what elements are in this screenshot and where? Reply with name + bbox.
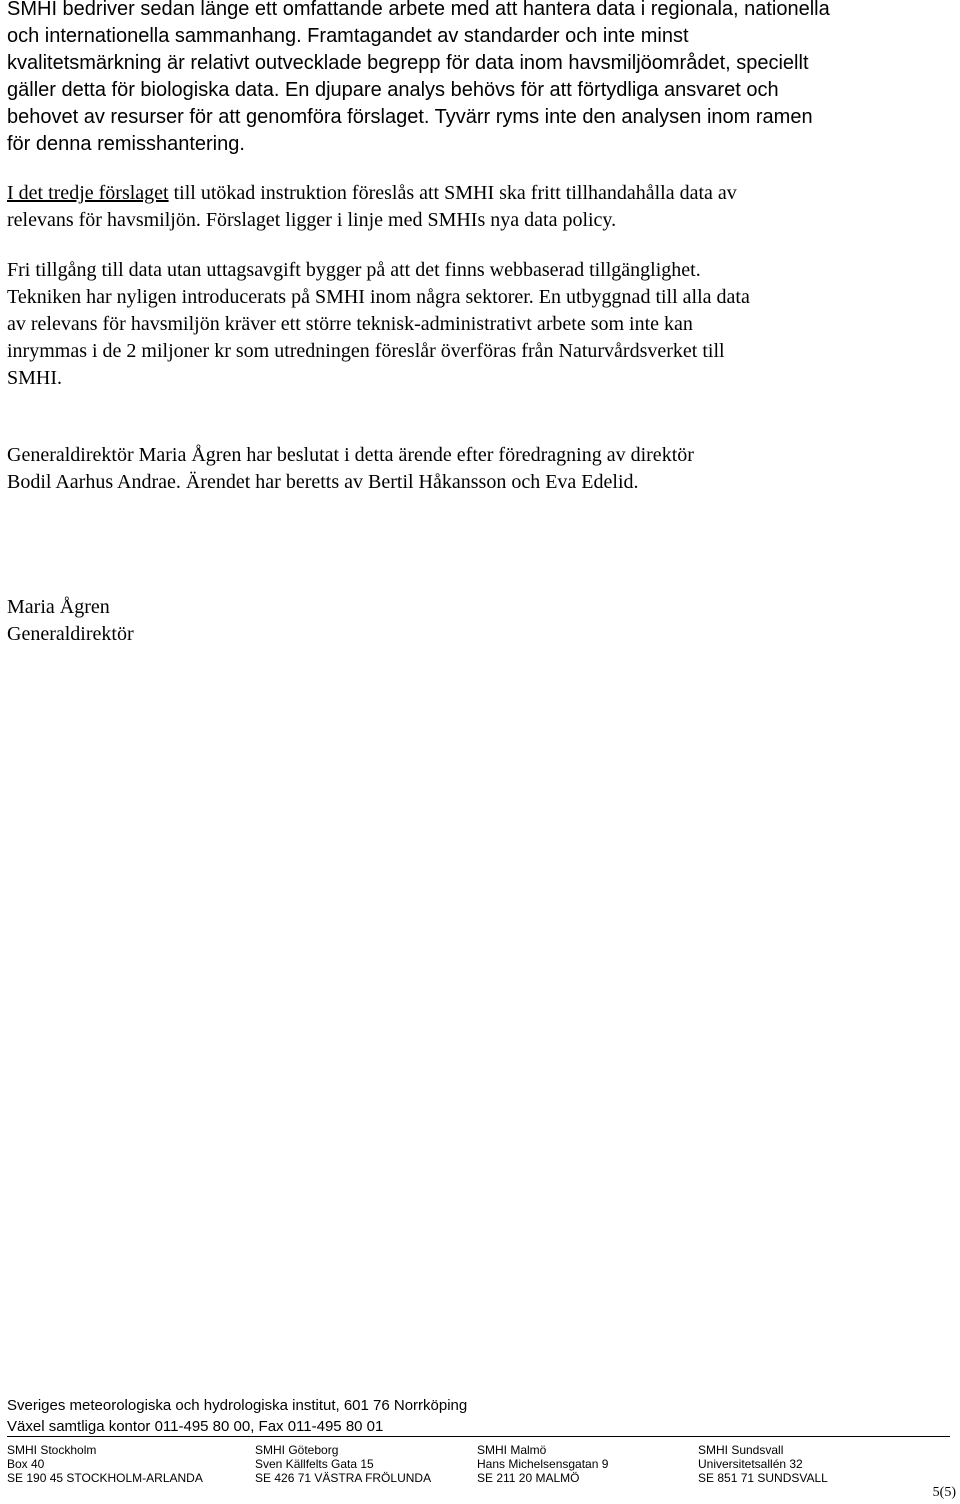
office-postal: SE 190 45 STOCKHOLM-ARLANDA (7, 1471, 203, 1485)
paragraph-line: av relevans för havsmiljön kräver ett större teknisk-administrativt arbete som inte kan (7, 313, 693, 335)
paragraph-line: Bodil Aarhus Andrae. Ärendet har beretts av Bertil Håkansson och Eva Edelid. (7, 471, 639, 493)
footer-switchboard: Växel samtliga kontor 011-495 80 00, Fax 011-495 80 01 (7, 1418, 384, 1435)
paragraph-line: inrymmas i de 2 miljoner kr som utredningen föreslår överföras från Naturvårdsverket till (7, 340, 725, 362)
paragraph-text: till utökad instruktion föreslås att SMHI ska fritt tillhandahålla data av (168, 182, 737, 204)
office-postal: SE 426 71 VÄSTRA FRÖLUNDA (255, 1471, 432, 1485)
paragraph-line: kvalitetsmärkning är relativt outvecklade begrepp för data inom havsmiljöområdet, speciellt (7, 52, 809, 74)
paragraph-third-proposal (7, 180, 937, 234)
office-malmo (477, 1443, 608, 1485)
office-street: Sven Källfelts Gata 15 (255, 1457, 374, 1471)
paragraph-data-handling (7, 0, 937, 158)
footer-divider (7, 1436, 950, 1437)
office-sundsvall (698, 1443, 828, 1485)
paragraph-free-access (7, 257, 937, 392)
office-street: Box 40 (7, 1457, 45, 1471)
paragraph-decision (7, 442, 937, 496)
office-street: Hans Michelsensgatan 9 (477, 1457, 609, 1471)
office-postal: SE 211 20 MALMÖ (477, 1471, 580, 1485)
office-stockholm (7, 1443, 203, 1485)
office-name: SMHI Sundsvall (698, 1443, 784, 1457)
footer-institute: Sveriges meteorologiska och hydrologiska institut, 601 76 Norrköping (7, 1397, 468, 1414)
paragraph-line: relevans för havsmiljön. Förslaget ligger i linje med SMHIs nya data policy. (7, 209, 617, 231)
office-goteborg (255, 1443, 431, 1485)
underlined-reference: I det tredje förslaget (7, 182, 169, 204)
office-name: SMHI Malmö (477, 1443, 547, 1457)
paragraph-line: och internationella sammanhang. Framtagandet av standarder och inte minst (7, 25, 689, 47)
paragraph-line: Fri tillgång till data utan uttagsavgift bygger på att det finns webbaserad tillgänglighet. (7, 259, 701, 281)
paragraph-line: Tekniken har nyligen introducerats på SMHI inom några sektorer. En utbyggnad till alla data (7, 286, 750, 308)
paragraph-line: för denna remisshantering. (7, 133, 245, 155)
paragraph-line: SMHI bedriver sedan länge ett omfattande arbete med att hantera data i regionala, nationella (7, 0, 830, 20)
paragraph-line (7, 180, 937, 207)
paragraph-line: SMHI. (7, 367, 63, 389)
office-street: Universitetsallén 32 (698, 1457, 803, 1471)
paragraph-line: behovet av resurser för att genomföra förslaget. Tyvärr ryms inte den analysen inom ramen (7, 106, 813, 128)
signatory-name: Maria Ågren (7, 596, 110, 618)
signatory-title: Generaldirektör (7, 623, 134, 645)
signature-block (7, 594, 937, 648)
office-name: SMHI Göteborg (255, 1443, 339, 1457)
office-postal: SE 851 71 SUNDSVALL (698, 1471, 828, 1485)
page-number: 5(5) (932, 1485, 956, 1500)
office-name: SMHI Stockholm (7, 1443, 97, 1457)
paragraph-line: gäller detta för biologiska data. En djupare analys behövs för att förtydliga ansvaret och (7, 79, 779, 101)
paragraph-line: Generaldirektör Maria Ågren har beslutat i detta ärende efter föredragning av direktör (7, 444, 694, 466)
